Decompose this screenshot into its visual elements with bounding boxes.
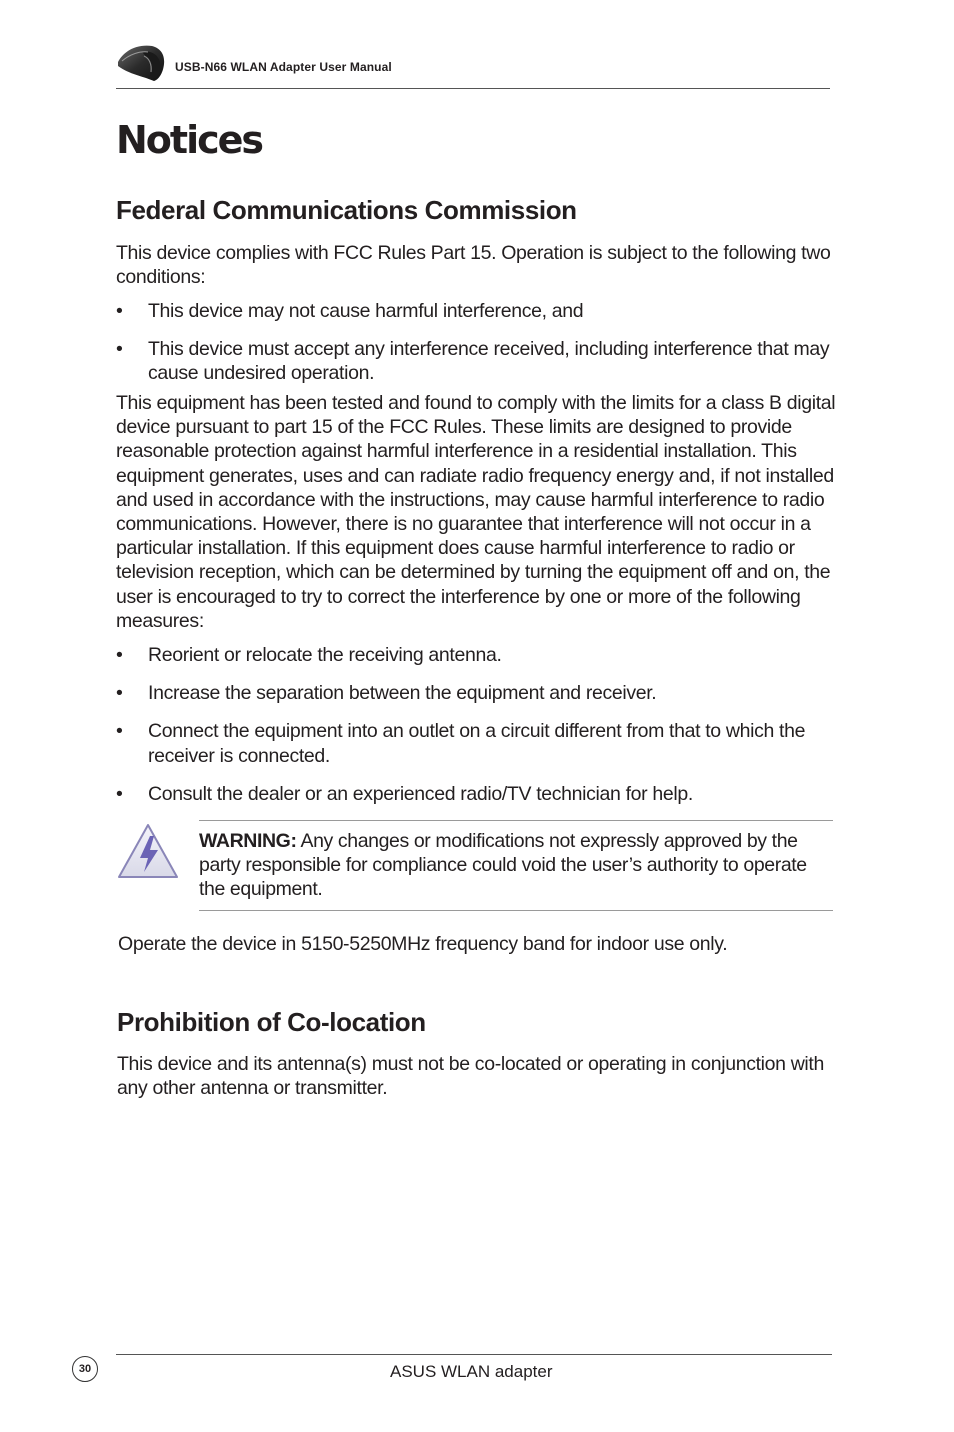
list-item — [116, 681, 836, 705]
list-item — [116, 782, 836, 806]
manual-title: USB-N66 WLAN Adapter User Manual — [175, 60, 392, 74]
colocation-body: This device and its antenna(s) must not be co-located or operating in conjunction with any other antenna or transmitter. — [117, 1053, 824, 1100]
fcc-body: This equipment has been tested and found to comply with the limits for a class B digital device pursuant to part 15 of the FCC Rules. These limits are designed to provide reasonable protection against harmful interference in a residential installation. This equipment generates, uses and can radiate radio frequency energy and, if not installed and used in accordance with the instructions, may cause harmful interference to radio communications. However, there is no guarantee that interference will not occur in a particular installation. If this equipment does cause harmful interference to radio or television reception, which can be determined by turning the equipment off and on, the user is encouraged to try to correct the interference by one or more of the following measures: — [116, 392, 836, 632]
bullet-dot: • — [116, 720, 123, 743]
list-item — [116, 719, 836, 767]
colocation-heading: Prohibition of Co-location — [117, 1007, 426, 1038]
measure-text: Consult the dealer or an experienced radio/TV technician for help. — [148, 782, 693, 805]
measure-text: Connect the equipment into an outlet on a circuit different from that to which the receiver is connected. — [148, 720, 806, 767]
measure-text: Reorient or relocate the receiving antenna. — [148, 644, 502, 667]
warning-box — [199, 820, 833, 911]
fcc-intro: This device complies with FCC Rules Part 15. Operation is subject to the following two conditions: — [116, 242, 831, 289]
fcc-heading: Federal Communications Commission — [116, 195, 577, 225]
footer-divider — [116, 1354, 832, 1355]
condition-text: This device must accept any interference received, including interference that may cause undesired operation. — [148, 337, 830, 384]
warning-label: WARNING: — [199, 830, 297, 853]
measure-text: Increase the separation between the equipment and receiver. — [148, 682, 657, 705]
bullet-dot: • — [116, 682, 123, 705]
page-content — [116, 190, 836, 1101]
warning-note — [116, 820, 836, 912]
list-item — [116, 643, 836, 667]
bullet-dot: • — [116, 300, 123, 323]
warning-text: Any changes or modifications not expressly approved by the party responsible for compliance could void the user’s authority to operate the equipment. — [199, 830, 807, 901]
page-number: 30 — [72, 1356, 98, 1382]
page-header — [116, 42, 830, 89]
warning-lightning-icon — [116, 822, 180, 880]
bullet-dot: • — [116, 337, 123, 360]
list-item — [116, 337, 836, 385]
page-title: Notices — [116, 118, 263, 162]
frequency-note: Operate the device in 5150-5250MHz frequency band for indoor use only. — [118, 933, 728, 956]
footer-text: ASUS WLAN adapter — [390, 1362, 553, 1381]
condition-text: This device may not cause harmful interference, and — [148, 300, 584, 323]
bullet-dot: • — [116, 644, 123, 667]
bullet-dot: • — [116, 782, 123, 805]
list-item — [116, 299, 836, 323]
wlan-adapter-device-icon — [116, 42, 166, 82]
